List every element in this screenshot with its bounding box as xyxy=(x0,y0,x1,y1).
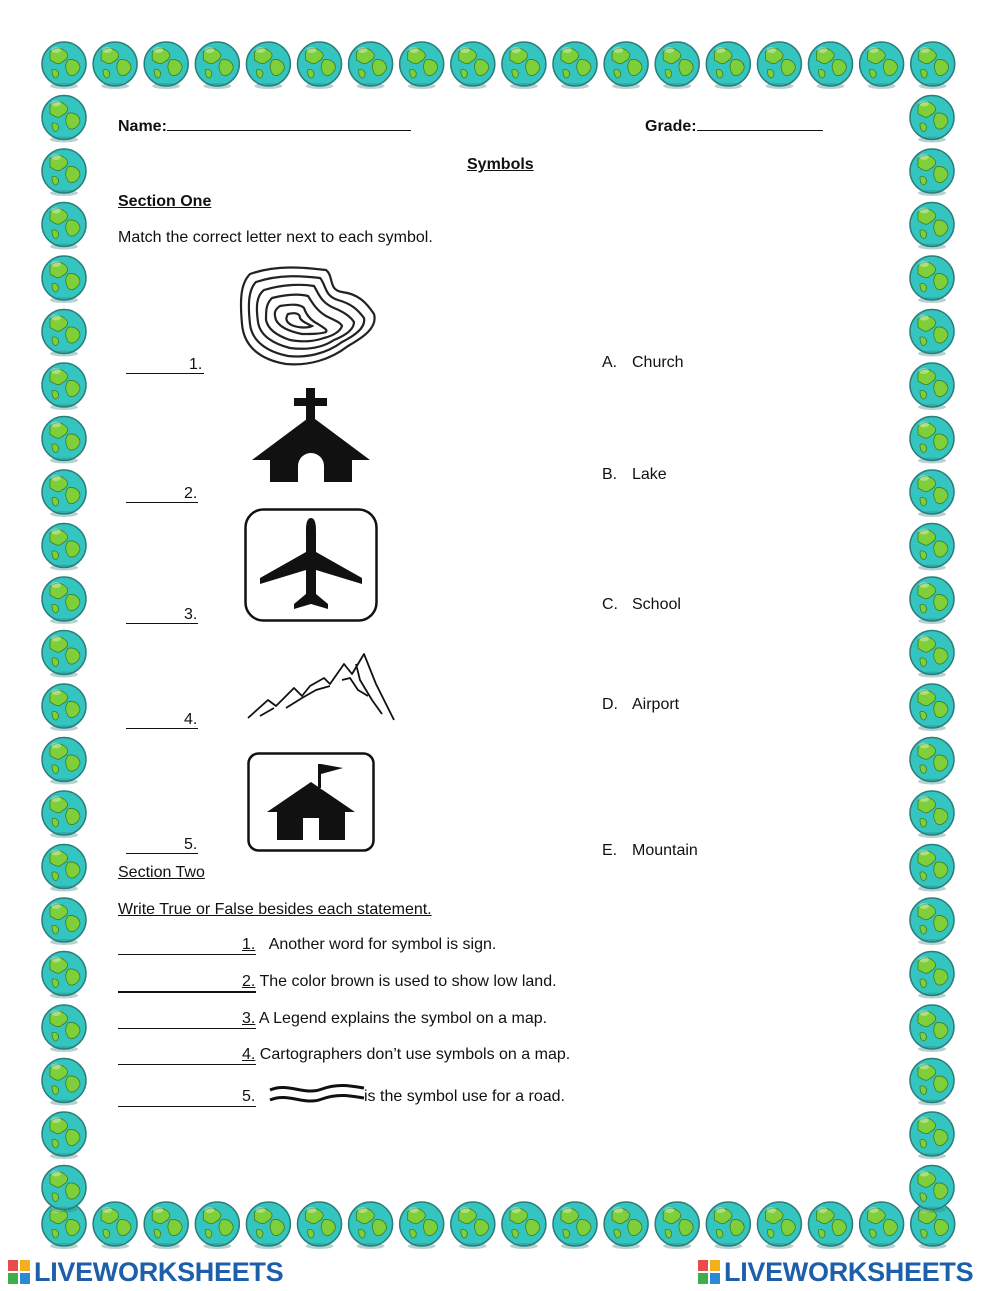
true-false-blank-2[interactable] xyxy=(118,991,256,993)
school-icon xyxy=(247,752,375,852)
globe-icon xyxy=(502,42,546,89)
globe-icon xyxy=(553,42,597,89)
section-two-heading: Section Two xyxy=(118,864,205,881)
globe-icon xyxy=(42,470,86,517)
globe-icon xyxy=(910,631,954,678)
globe-icon xyxy=(910,203,954,250)
true-false-blank-3[interactable] xyxy=(118,1028,256,1029)
liveworksheets-logo-icon xyxy=(698,1260,720,1284)
globe-icon xyxy=(706,1202,750,1249)
globe-icon xyxy=(809,1202,853,1249)
globe-icon xyxy=(42,738,86,785)
globe-icon xyxy=(93,1202,137,1249)
choice-letter: A. xyxy=(602,354,618,371)
choice-letter: D. xyxy=(602,696,618,713)
globe-icon xyxy=(42,417,86,464)
globe-icon xyxy=(42,952,86,999)
choice-label: Airport xyxy=(632,696,680,713)
globe-icon xyxy=(910,738,954,785)
globe-icon xyxy=(910,470,954,517)
globe-icon xyxy=(604,42,648,89)
globe-icon xyxy=(246,1202,290,1249)
globe-icon xyxy=(42,310,86,357)
globe-icon xyxy=(42,684,86,731)
globe-icon xyxy=(911,42,955,89)
brand-text: LIVEWORKSHEETS xyxy=(724,1257,974,1287)
globe-icon xyxy=(910,684,954,731)
mountain-icon xyxy=(246,650,396,722)
brand-text: LIVEWORKSHEETS xyxy=(34,1257,284,1287)
statement-text: A Legend explains the symbol on a map. xyxy=(258,1010,548,1027)
globe-icon xyxy=(298,1202,342,1249)
contour-map-icon xyxy=(238,262,380,372)
globe-icon xyxy=(195,42,239,89)
choice-letter: C. xyxy=(602,596,618,613)
globe-icon xyxy=(42,898,86,945)
globe-icon xyxy=(144,42,188,89)
true-false-blank-1[interactable] xyxy=(118,954,256,955)
statement-text: The color brown is used to show low land. xyxy=(259,973,557,990)
globe-icon xyxy=(42,363,86,410)
page-title: Symbols xyxy=(467,156,534,173)
globe-icon xyxy=(910,149,954,196)
globe-icon xyxy=(42,577,86,624)
globe-icon xyxy=(910,898,954,945)
choice-e xyxy=(602,842,698,860)
globe-icon xyxy=(42,631,86,678)
globe-icon xyxy=(42,524,86,571)
globe-icon xyxy=(400,42,444,89)
globe-icon xyxy=(910,524,954,571)
road-icon xyxy=(268,1082,366,1108)
globe-icon xyxy=(757,1202,801,1249)
grade-field xyxy=(645,118,823,136)
statement-number: 3. xyxy=(242,1010,256,1027)
section-two-instruction: Write True or False besides each statement. xyxy=(118,901,432,918)
globe-icon xyxy=(144,1202,188,1249)
globe-icon xyxy=(910,1005,954,1052)
section-one-heading: Section One xyxy=(118,193,212,210)
globe-icon xyxy=(910,417,954,464)
choice-label: Church xyxy=(632,354,684,371)
choice-b xyxy=(602,466,667,484)
choice-letter: E. xyxy=(602,842,618,859)
statement-4 xyxy=(242,1046,570,1064)
true-false-blank-4[interactable] xyxy=(118,1064,256,1065)
globe-icon xyxy=(42,845,86,892)
globe-icon xyxy=(93,42,137,89)
section-one-instruction: Match the correct letter next to each symbol. xyxy=(118,229,433,246)
item-number: 5. xyxy=(184,836,198,853)
name-blank[interactable] xyxy=(167,130,411,131)
globe-icon xyxy=(809,42,853,89)
globe-icon xyxy=(910,363,954,410)
statement-3 xyxy=(242,1010,547,1028)
choice-c xyxy=(602,596,681,614)
choice-letter: B. xyxy=(602,466,618,483)
name-label: Name: xyxy=(118,118,167,135)
globe-icon xyxy=(451,1202,495,1249)
globe-icon xyxy=(655,1202,699,1249)
globe-icon xyxy=(910,96,954,143)
statement-5-number: 5. xyxy=(242,1088,256,1105)
globe-icon xyxy=(42,1166,86,1213)
grade-label: Grade: xyxy=(645,118,697,135)
globe-icon xyxy=(860,1202,904,1249)
true-false-blank-5[interactable] xyxy=(118,1106,256,1107)
statement-text: Another word for symbol is sign. xyxy=(268,936,497,953)
globe-icon xyxy=(42,42,86,89)
globe-icon xyxy=(860,42,904,89)
globe-icon xyxy=(910,791,954,838)
statement-2 xyxy=(242,973,557,991)
item-number: 2. xyxy=(184,485,198,502)
globe-icon xyxy=(42,791,86,838)
statement-number: 1. xyxy=(242,936,256,953)
choice-label: Lake xyxy=(632,466,667,483)
globe-icon xyxy=(451,42,495,89)
globe-icon xyxy=(42,1059,86,1106)
globe-icon xyxy=(246,42,290,89)
choice-d xyxy=(602,696,679,714)
globe-icon xyxy=(910,577,954,624)
globe-icon xyxy=(757,42,801,89)
globe-icon xyxy=(910,845,954,892)
globe-icon xyxy=(502,1202,546,1249)
globe-icon xyxy=(910,952,954,999)
globe-icon xyxy=(910,256,954,303)
globe-icon xyxy=(195,1202,239,1249)
globe-icon xyxy=(42,256,86,303)
item-number: 3. xyxy=(184,606,198,623)
globe-icon xyxy=(42,96,86,143)
globe-icon xyxy=(553,1202,597,1249)
item-number: 4. xyxy=(184,711,198,728)
globe-icon xyxy=(349,1202,393,1249)
globe-icon xyxy=(42,1112,86,1159)
statement-number: 4. xyxy=(242,1046,256,1063)
airport-icon xyxy=(244,508,378,622)
grade-blank[interactable] xyxy=(697,130,823,131)
choice-label: Mountain xyxy=(632,842,698,859)
globe-icon xyxy=(655,42,699,89)
globe-icon xyxy=(42,149,86,196)
liveworksheets-logo-icon xyxy=(8,1260,30,1284)
globe-icon xyxy=(604,1202,648,1249)
globe-icon xyxy=(42,1005,86,1052)
choice-label: School xyxy=(632,596,681,613)
globe-icon xyxy=(910,310,954,357)
statement-5-text: is the symbol use for a road. xyxy=(364,1088,565,1105)
globe-icon xyxy=(910,1112,954,1159)
statement-number: 2. xyxy=(242,973,256,990)
name-field xyxy=(118,118,411,136)
choice-a xyxy=(602,354,684,372)
globe-icon xyxy=(42,203,86,250)
globe-icon xyxy=(910,1166,954,1213)
church-icon xyxy=(250,386,372,484)
globe-icon xyxy=(400,1202,444,1249)
statement-text: Cartographers don’t use symbols on a map. xyxy=(259,1046,571,1063)
globe-icon xyxy=(706,42,750,89)
globe-icon xyxy=(910,1059,954,1106)
globe-icon xyxy=(349,42,393,89)
globe-icon xyxy=(298,42,342,89)
item-number: 1. xyxy=(189,356,203,373)
statement-1 xyxy=(242,936,496,954)
